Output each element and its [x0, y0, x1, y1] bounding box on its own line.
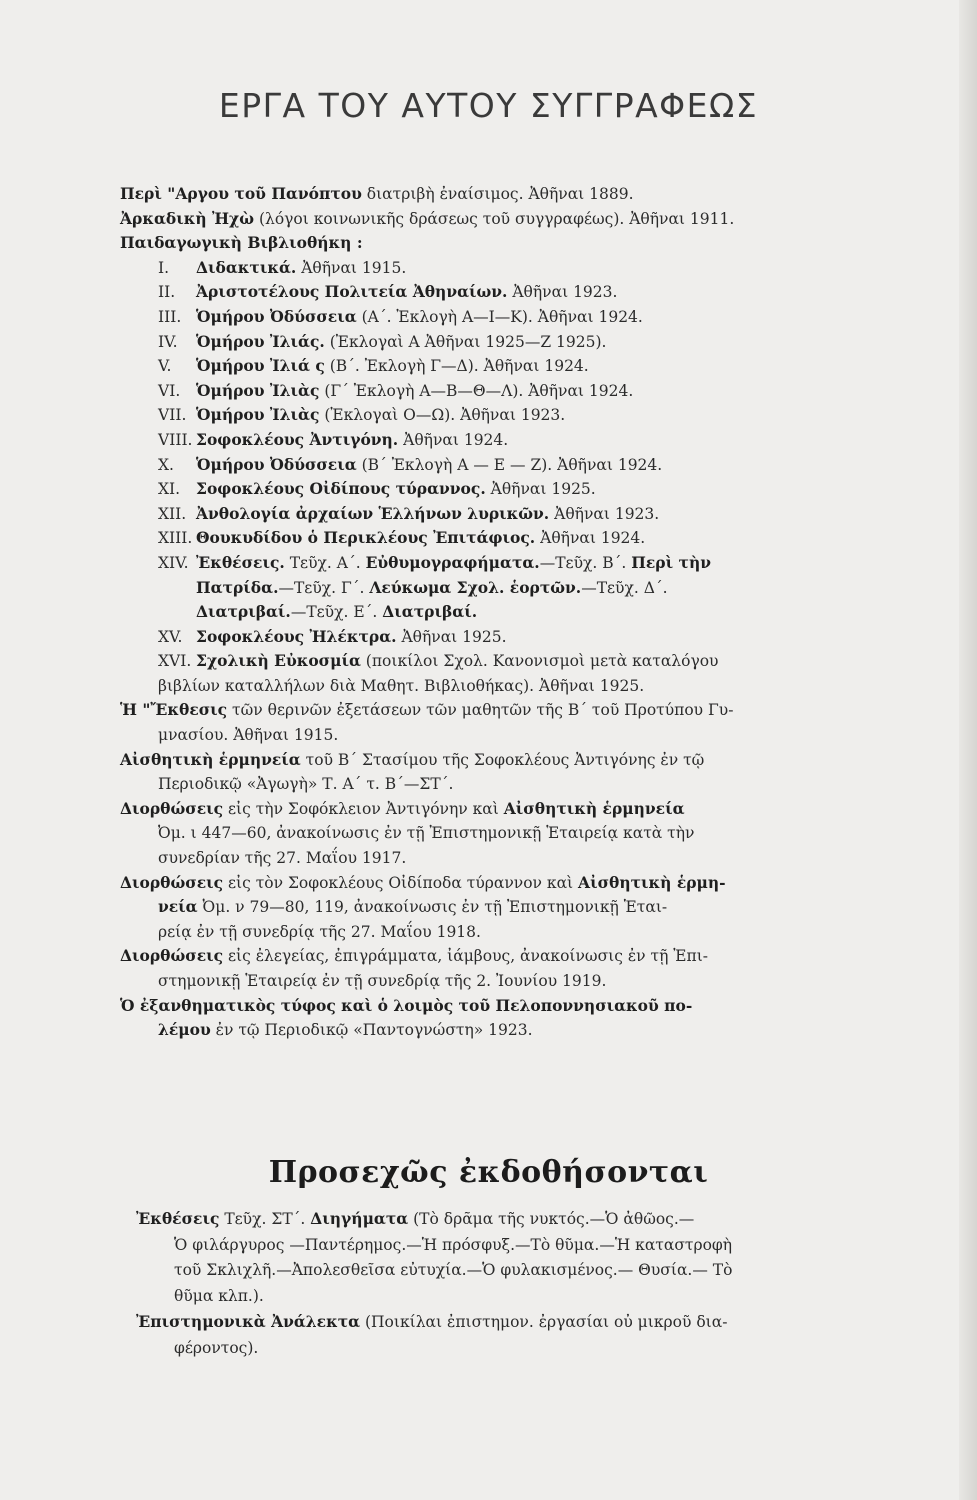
entry-title: Περὶ "Αργου τοῦ Πανόπτου [120, 184, 362, 203]
series-item [120, 526, 880, 551]
series-title: Σοφοκλέους Οἰδίπους τύραννος. [196, 479, 486, 499]
series-title: Ὁμήρου Ὀδύσσεια [196, 454, 357, 474]
series-title: Ὁμήρου Ἰλιὰς [196, 405, 320, 425]
series-number: II. [158, 283, 176, 302]
series-title: Σοφοκλέους Ἠλέκτρα. [196, 626, 397, 646]
series-number: XIV. [158, 553, 189, 572]
series-title: Διδακτικά. [196, 257, 297, 277]
entry-title: Αἰσθητικὴ ἑρμη- [578, 872, 726, 892]
entry-details: φέροντος). [174, 1338, 259, 1357]
series-item [120, 256, 880, 281]
entry-title: Διορθώσεις [120, 946, 224, 966]
forthcoming-heading: Προσεχῶς ἐκδοθήσονται [268, 1155, 709, 1190]
page-edge-shadow [959, 0, 977, 1500]
list-item-continued [120, 969, 880, 994]
entry-details: (Ποικίλαι ἐπιστημον. ἐργασίαι οὐ μικροῦ δια- [360, 1313, 728, 1331]
entry-details: Ὀμ. ι 447—60, ἀνακοίνωσις ἐν τῇ Ἐπιστημονικῇ Ἑταιρείᾳ κατὰ τὴν [158, 824, 695, 843]
series-title: Ἐκθέσεις. [196, 552, 285, 572]
series-title: Περὶ τὴν [631, 552, 711, 572]
entry-title: Αἰσθητικὴ ἑρμηνεία [120, 749, 301, 769]
entry-title: Ἐκθέσεις [136, 1209, 220, 1228]
series-number: XI. [158, 480, 181, 499]
list-item-continued [120, 772, 880, 797]
list-item [120, 231, 880, 256]
series-details: Ἀθῆναι 1923. [507, 283, 618, 302]
entry-details: (λόγοι κοινωνικῆς δράσεως τοῦ συγγραφέως). Ἀθῆναι 1911. [254, 209, 735, 228]
series-item [120, 649, 880, 674]
series-details: Ἀθῆναι 1924. [535, 529, 646, 548]
entry-title: νεία [158, 897, 198, 917]
series-details: —Τεῦχ. Δ΄. [581, 578, 668, 597]
list-item [136, 1206, 896, 1233]
page-title: ΕΡΓΑ ΤΟΥ ΑΥΤΟΥ ΣΥΓΓΡΑΦΕΩΣ [218, 86, 759, 125]
series-details: (Α΄. Ἐκλογὴ Α—Ι—Κ). Ἀθῆναι 1924. [356, 307, 643, 326]
list-item-continued [136, 1336, 896, 1362]
list-item [120, 182, 880, 207]
series-number: VI. [158, 381, 181, 400]
entry-title: Ἐπιστημονικὰ Ἀνάλεκτα [136, 1312, 361, 1331]
series-title: Διατριβαί. [196, 602, 291, 622]
series-details: —Τεῦχ. Γ΄. [278, 578, 370, 597]
list-item-continued [136, 1284, 896, 1310]
series-number: XVI. [158, 652, 192, 671]
series-item [120, 379, 880, 404]
entry-title: Διηγήματα [310, 1209, 409, 1228]
entry-details: τῶν θερινῶν ἐξετάσεων τῶν μαθητῶν τῆς Β΄ τοῦ Προτύπου Γυ- [227, 701, 734, 720]
list-item [120, 207, 880, 232]
list-item-continued [120, 821, 880, 846]
entry-details: μνασίου. Ἀθῆναι 1915. [158, 726, 339, 745]
entry-details: ἐν τῷ Περιοδικῷ «Παντογνώστη» 1923. [210, 1021, 533, 1040]
series-number: VIII. [158, 430, 193, 449]
entry-details: τοῦ Σκλιχλῆ.—Ἀπολεσθεῖσα εὐτυχία.—Ὁ φυλακισμένος.— Θυσία.— Τὸ [174, 1261, 733, 1279]
list-item [120, 748, 880, 773]
series-item [120, 625, 880, 650]
list-item [120, 797, 880, 822]
entry-details: τοῦ Β΄ Στασίμου τῆς Σοφοκλέους Ἀντιγόνης ἐν τῷ [300, 750, 705, 769]
entry-details: διατριβὴ ἐναίσιμος. Ἀθῆναι 1889. [361, 185, 634, 203]
list-item-continued [120, 895, 880, 920]
series-item [120, 428, 880, 453]
series-details: Τεῦχ. Α΄. [284, 553, 366, 572]
entry-details: Τεῦχ. ΣΤ΄. [219, 1210, 311, 1228]
series-details: (Ἐκλογαὶ Ο—Ω). Ἀθῆναι 1923. [319, 406, 566, 425]
series-item [120, 305, 880, 330]
entry-title: Ἡ "Ἔκθεσις [120, 700, 228, 720]
entry-details: Ὀμ. ν 79—80, 119, ἀνακοίνωσις ἐν τῇ Ἐπιστημονικῇ Ἑται- [197, 898, 668, 917]
series-title: Ἀριστοτέλους Πολιτεία Ἀθηναίων. [196, 282, 508, 302]
series-title: Θουκυδίδου ὁ Περικλέους Ἐπιτάφιος. [196, 528, 536, 548]
series-item-continued [120, 674, 880, 699]
list-item-continued [120, 723, 880, 748]
series-details: —Τεῦχ. Ε΄. [290, 603, 383, 622]
list-item [136, 1309, 896, 1336]
series-number: V. [158, 357, 172, 376]
list-item-continued [120, 1018, 880, 1043]
entry-title: Αἰσθητικὴ ἑρμηνεία [503, 798, 685, 818]
list-item-continued [120, 846, 880, 871]
entry-title: Ὁ ἐξανθηματικὸς τύφος καὶ ὁ λοιμὸς τοῦ Πελοποννησιακοῦ πο- [120, 995, 693, 1015]
series-number: XII. [158, 504, 187, 523]
entry-details: Ὁ φιλάργυρος —Παντέρημος.—Ἡ πρόσφυξ.—Τὸ θῦμα.—Ἡ καταστροφὴ [174, 1235, 733, 1254]
list-item [120, 871, 880, 896]
entry-details: (Τὸ δρᾶμα τῆς νυκτός.—Ὁ ἀθῶος.— [408, 1210, 695, 1228]
series-details: Ἀθῆναι 1925. [485, 480, 596, 499]
entry-title: λέμου [158, 1020, 211, 1040]
series-number: VII. [158, 406, 187, 425]
series-item [120, 477, 880, 502]
entry-details: εἰς ἐλεγείας, ἐπιγράμματα, ἰάμβους, ἀνακοίνωσις ἐν τῇ Ἐπι- [223, 947, 709, 966]
series-item [120, 403, 880, 428]
series-title: Ὁμήρου Ἰλιάς. [196, 331, 325, 351]
series-title: Σοφοκλέους Ἀντιγόνη. [196, 429, 399, 449]
series-details: (Β΄. Ἐκλογὴ Γ—Δ). Ἀθῆναι 1924. [324, 357, 589, 376]
entry-title: Διορθώσεις [120, 798, 224, 818]
series-details: Ἀθῆναι 1923. [549, 504, 660, 523]
series-title: Ὁμήρου Ὀδύσσεια [196, 306, 357, 326]
series-number: X. [158, 455, 174, 474]
series-number: I. [158, 258, 170, 277]
works-list [120, 182, 880, 1043]
series-item [120, 551, 880, 576]
series-details: (ποικίλοι Σχολ. Κανονισμοὶ μετὰ καταλόγου [360, 652, 719, 671]
series-title: Πατρίδα. [196, 577, 279, 597]
series-title: Ὁμήρου Ἰλιὰς [196, 380, 320, 400]
entry-title: Διορθώσεις [120, 872, 224, 892]
entry-details: εἰς τὸν Σοφοκλέους Οἰδίποδα τύραννον καὶ [223, 873, 579, 892]
entry-title: Ἀρκαδικὴ Ἠχὼ [120, 208, 255, 228]
list-item [120, 698, 880, 723]
series-heading: Παιδαγωγικὴ Βιβλιοθήκη : [120, 233, 363, 253]
series-details: (Ἐκλογαὶ Α Ἀθῆναι 1925—Ζ 1925). [324, 332, 607, 351]
series-title: Διατριβαί. [382, 602, 478, 622]
series-details: βιβλίων καταλλήλων διὰ Μαθητ. Βιβλιοθήκας). Ἀθῆναι 1925. [158, 676, 645, 695]
series-number: XV. [158, 627, 183, 646]
entry-details: εἰς τὴν Σοφόκλειον Ἀντιγόνην καὶ [223, 799, 504, 818]
list-item-continued [120, 920, 880, 945]
entry-details: συνεδρίαν τῆς 27. Μαΐου 1917. [158, 849, 407, 868]
series-item [120, 330, 880, 355]
series-number: IV. [158, 332, 178, 351]
entry-details: Περιοδικῷ «Ἀγωγὴ» Τ. Α΄ τ. Β΄—ΣΤ΄. [158, 775, 454, 794]
series-details: —Τεῦχ. Β΄. [539, 553, 632, 572]
series-title: Ἀνθολογία ἀρχαίων Ἑλλήνων λυρικῶν. [196, 503, 550, 523]
series-title: Σχολικὴ Εὐκοσμία [196, 651, 361, 671]
series-details: Ἀθῆναι 1924. [398, 430, 509, 449]
series-details: (Γ΄ Ἐκλογὴ Α—Β—Θ—Λ). Ἀθῆναι 1924. [319, 381, 634, 400]
series-title: Εὐθυμογραφήματα. [365, 552, 540, 572]
series-item [120, 453, 880, 478]
entry-details: στημονικῇ Ἑταιρείᾳ ἐν τῇ συνεδρίᾳ τῆς 2. Ἰουνίου 1919. [158, 972, 607, 990]
list-item [120, 994, 880, 1019]
series-item [120, 354, 880, 379]
series-title: Ὁμήρου Ἰλιά ς [196, 356, 325, 376]
entry-details: θῦμα κλπ.). [174, 1286, 264, 1305]
list-item [120, 944, 880, 969]
series-title: Λεύκωμα Σχολ. ἑορτῶν. [369, 577, 582, 597]
series-details: Ἀθῆναι 1915. [296, 258, 407, 277]
series-item-continued [120, 600, 880, 625]
series-number: XIII. [158, 529, 193, 548]
entry-details: ρείᾳ ἐν τῇ συνεδρίᾳ τῆς 27. Μαΐου 1918. [158, 922, 481, 941]
series-item [120, 502, 880, 527]
list-item-continued [136, 1233, 896, 1259]
list-item-continued [136, 1258, 896, 1284]
series-item-continued [120, 576, 880, 601]
forthcoming-list [136, 1206, 896, 1361]
series-details: (Β΄ Ἐκλογὴ Α — Ε — Ζ). Ἀθῆναι 1924. [356, 455, 663, 474]
series-number: III. [158, 307, 182, 326]
series-item [120, 280, 880, 305]
series-details: Ἀθῆναι 1925. [396, 627, 507, 646]
